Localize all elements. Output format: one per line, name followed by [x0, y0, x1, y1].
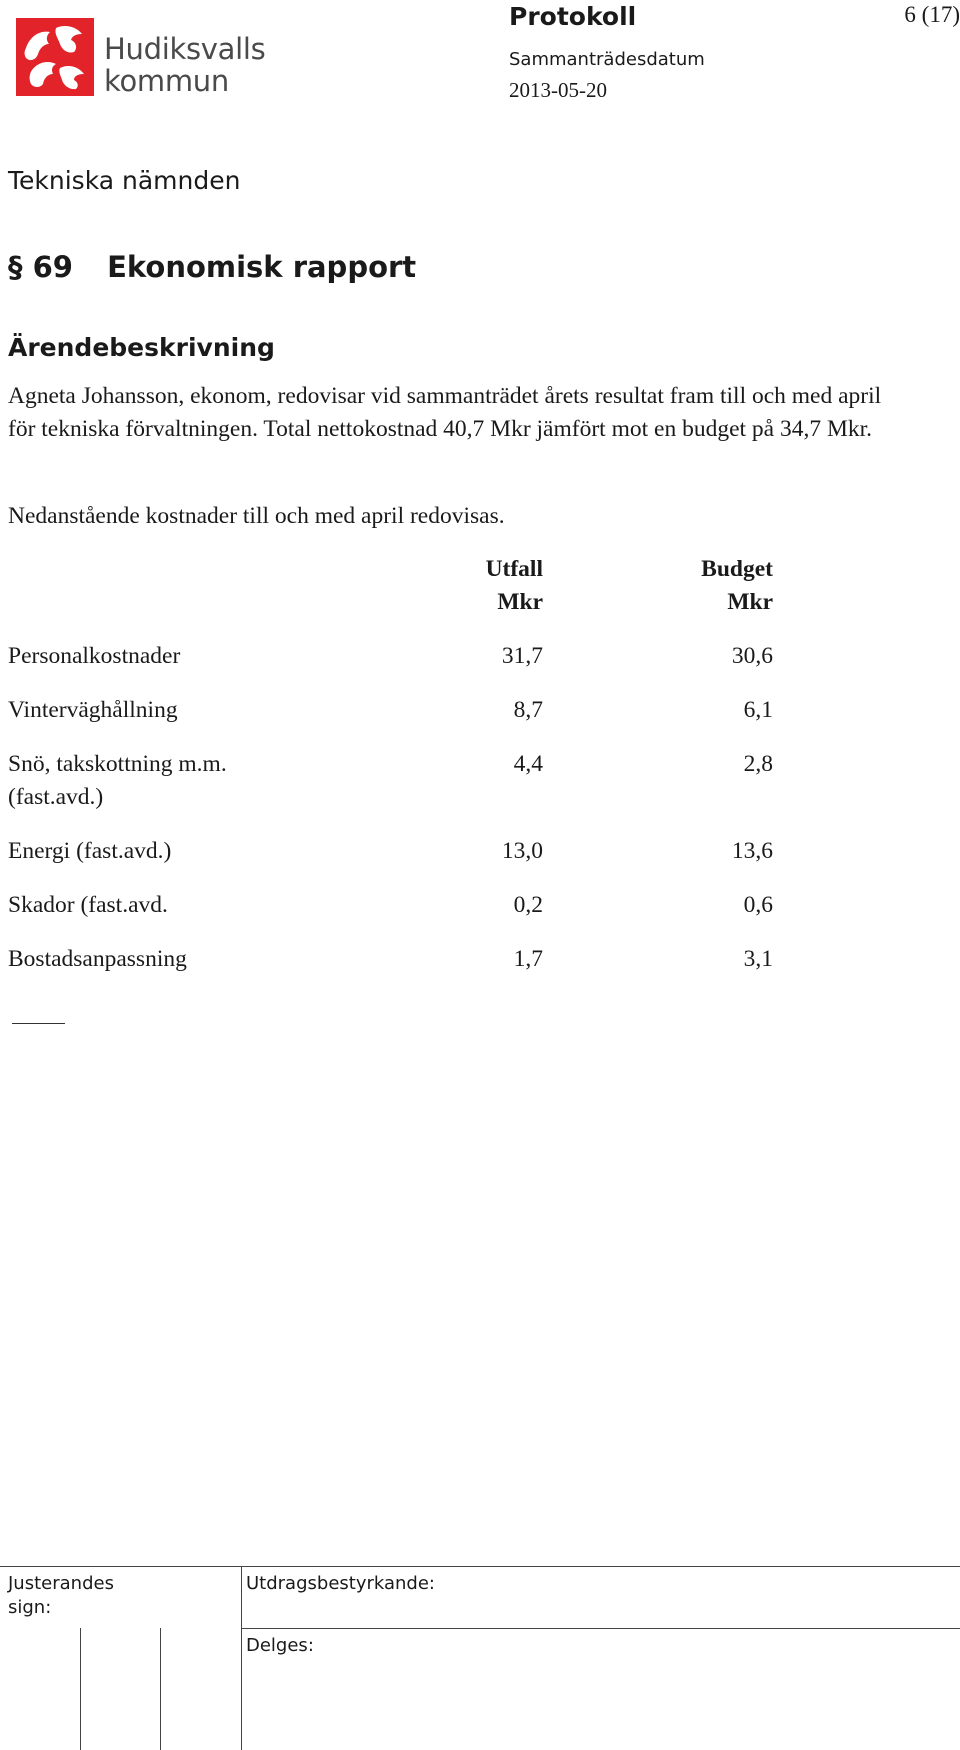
signature-box-divider: [80, 1628, 81, 1750]
intro-paragraph: Nedanstående kostnader till och med april redovisas.: [8, 503, 505, 529]
signature-label: [8, 1572, 208, 1620]
footer-divider: [0, 1566, 960, 1567]
page-number: 6 (17): [904, 2, 960, 27]
table-cell-utfall: 31,7: [501, 643, 543, 669]
table-cell-budget: 0,6: [743, 892, 773, 918]
table-cell-utfall: 8,7: [513, 697, 543, 723]
subheading: Ärendebeskrivning: [8, 333, 275, 362]
goat-emblem-icon: [16, 18, 94, 96]
table-cell-budget: 30,6: [731, 643, 773, 669]
signature-label-line2: sign:: [8, 1597, 52, 1618]
table-cell-utfall: 4,4: [513, 751, 543, 777]
extract-certification-label: Utdragsbestyrkande:: [246, 1573, 435, 1594]
footer-column-divider: [241, 1566, 242, 1750]
table-cell-budget: 6,1: [743, 697, 773, 723]
table-cell-budget: 13,6: [731, 838, 773, 864]
table-row-label: Skador (fast.avd.: [8, 892, 168, 918]
meeting-date-value: 2013-05-20: [509, 78, 607, 102]
committee-name: Tekniska nämnden: [8, 166, 241, 195]
table-cell-budget: 2,8: [743, 751, 773, 777]
logo-text-line2: kommun: [104, 64, 229, 98]
table-row-label: Energi (fast.avd.): [8, 838, 172, 864]
column-header-budget-line1: Budget: [701, 556, 773, 582]
signature-box-divider: [160, 1628, 161, 1750]
column-header-utfall-line1: Utfall: [485, 556, 543, 582]
table-row-label: Personalkostnader: [8, 643, 181, 669]
section-heading: Ekonomisk rapport: [107, 250, 417, 284]
table-cell-budget: 3,1: [743, 946, 773, 972]
footer-row-divider: [241, 1628, 960, 1629]
section-end-divider: [12, 1023, 65, 1024]
column-header-budget-line2: Mkr: [727, 589, 773, 615]
table-cell-utfall: 1,7: [513, 946, 543, 972]
signature-label-line1: Justerandes: [8, 1573, 114, 1594]
document-type: Protokoll: [509, 2, 637, 31]
table-row-label: Bostadsanpassning: [8, 946, 187, 972]
table-row-label: Vinterväghållning: [8, 697, 178, 723]
column-header-budget: [613, 553, 773, 619]
table-row-label: Snö, takskottning m.m.: [8, 751, 227, 777]
table-cell-utfall: 13,0: [501, 838, 543, 864]
column-header-utfall-line2: Mkr: [497, 589, 543, 615]
municipality-logo: [16, 18, 266, 98]
logo-text-line1: Hudiksvalls: [104, 32, 266, 66]
table-row-label-continued: (fast.avd.): [8, 784, 104, 810]
section-title: [8, 250, 416, 284]
section-number: 69: [32, 250, 73, 284]
meeting-date-label: Sammanträdesdatum: [509, 49, 705, 70]
distribution-label: Delges:: [246, 1635, 314, 1656]
section-symbol: §: [8, 250, 23, 284]
column-header-utfall: [383, 553, 543, 619]
table-cell-utfall: 0,2: [513, 892, 543, 918]
description-paragraph: Agneta Johansson, ekonom, redovisar vid sammanträdet årets resultat fram till och med april för tekniska förvaltningen. Total nettokostnad 40,7 Mkr jämfört mot en budget på 34,7 Mkr.: [8, 383, 882, 442]
